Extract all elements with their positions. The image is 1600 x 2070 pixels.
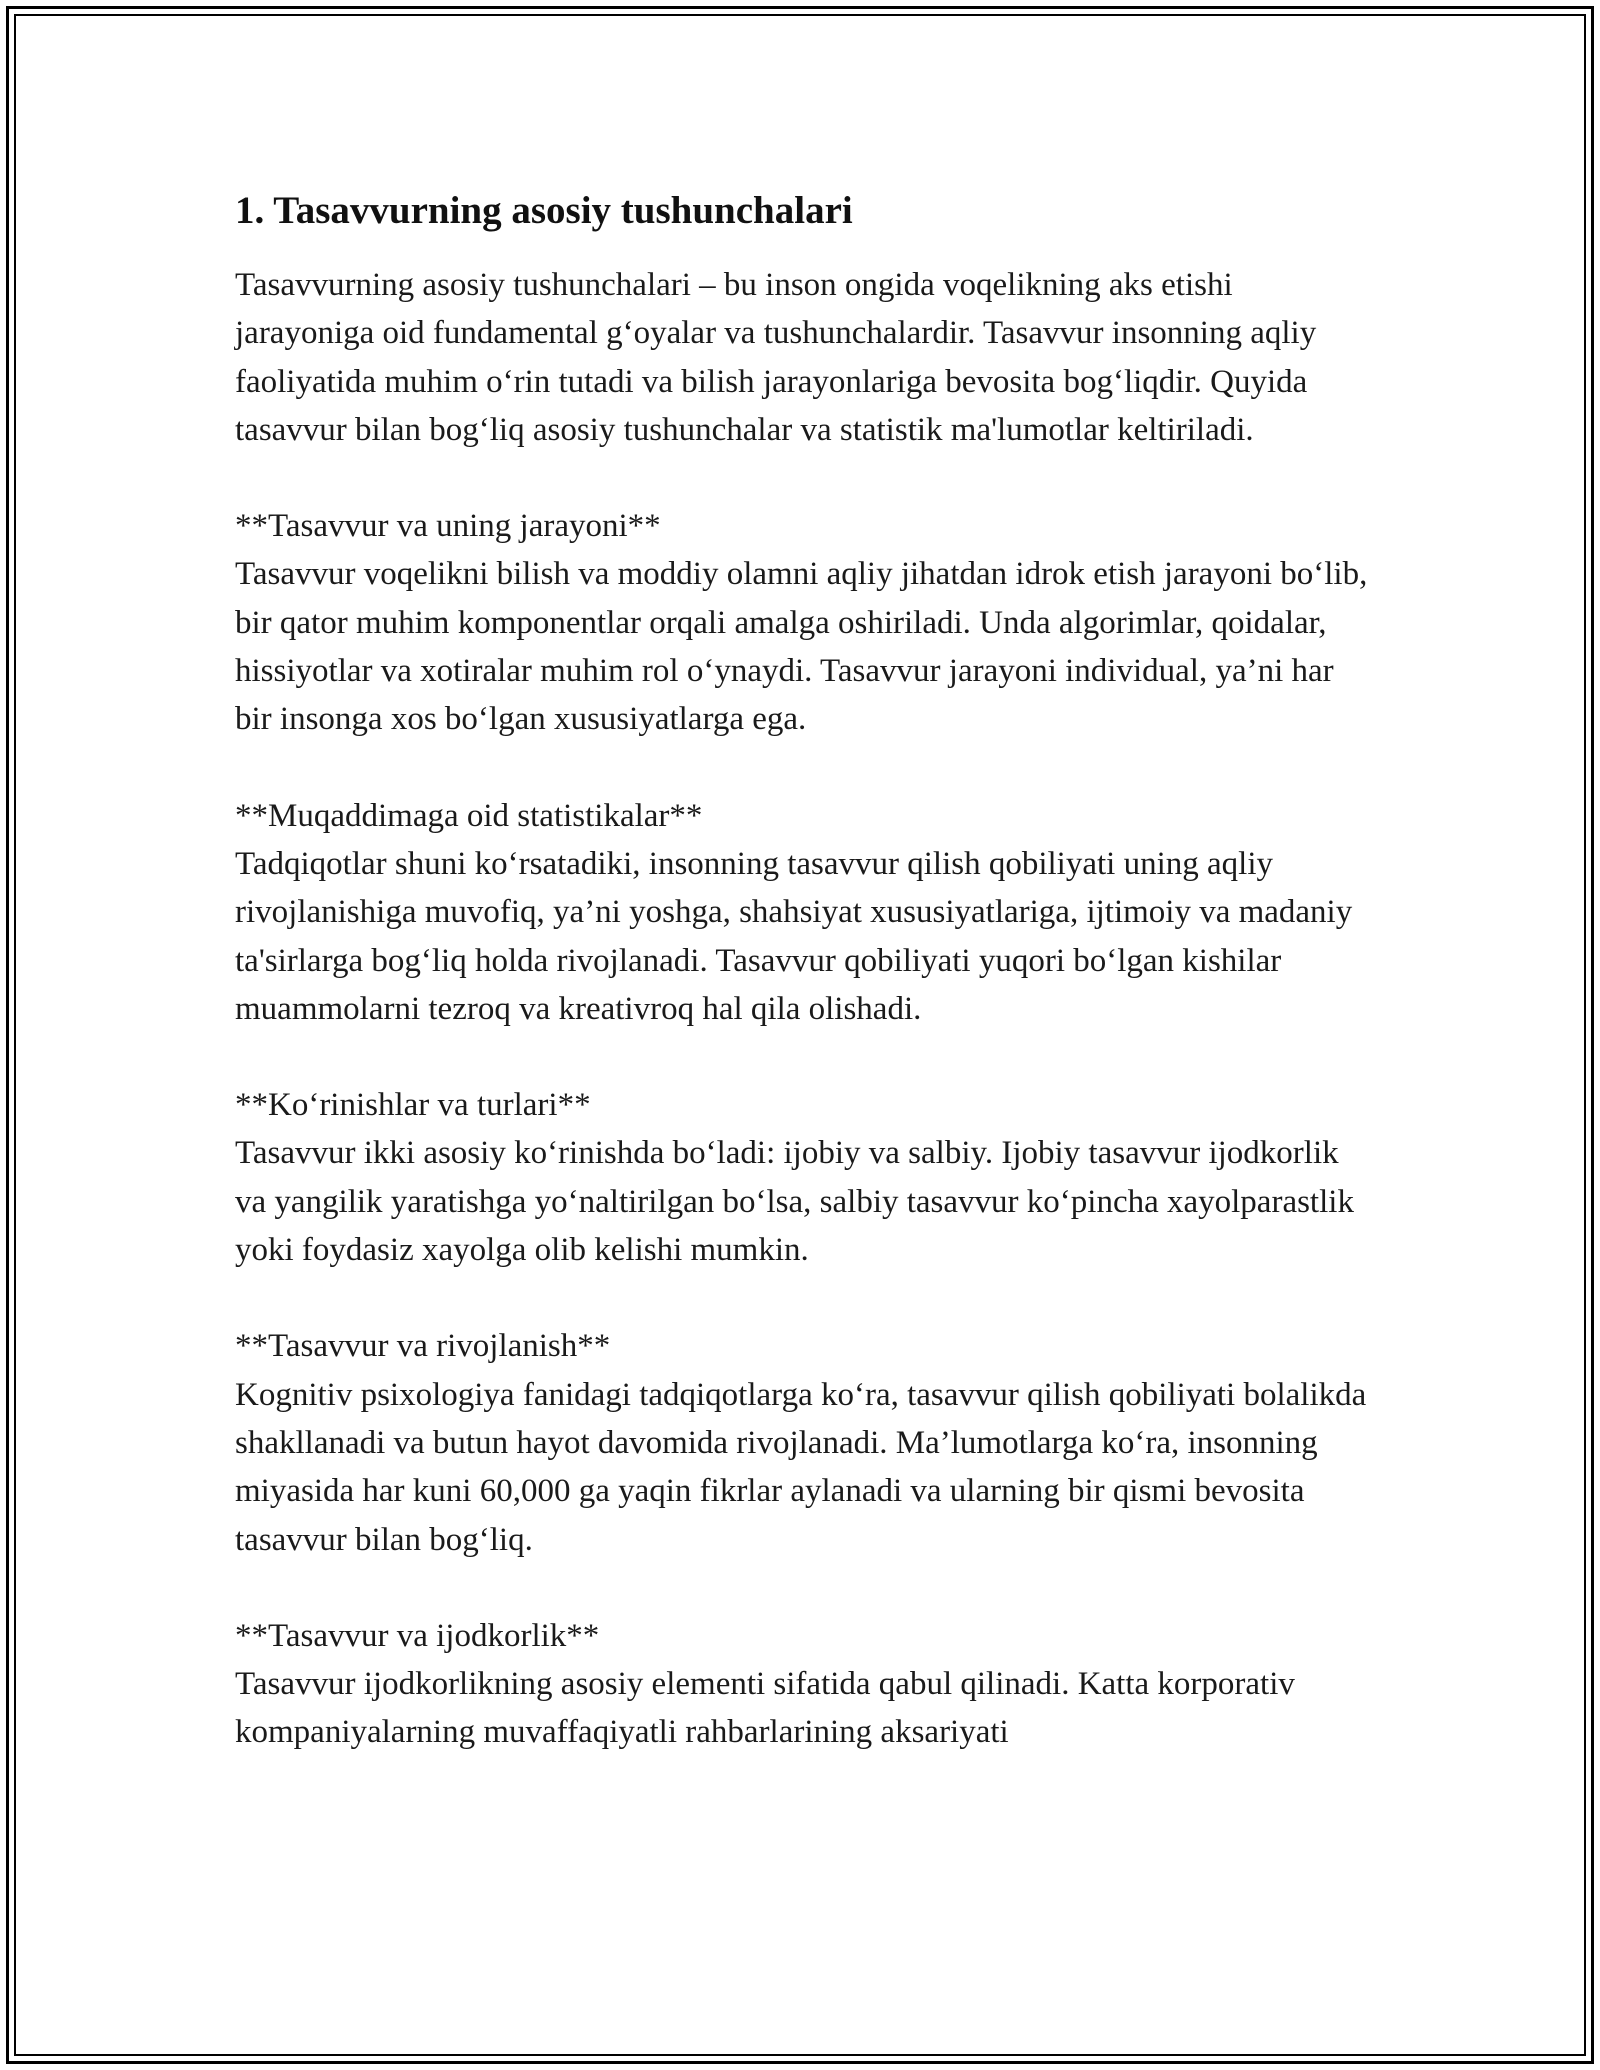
section-text: Tasavvur ijodkorlikning asosiy elementi sifatida qabul qilinadi. Katta korporativ kompaniyalarning muvaffaqiyatli rahbarlarining aksariyati <box>235 1666 1295 1751</box>
section-heading: **Muqaddimaga oid statistikalar** <box>235 797 703 834</box>
document-body <box>235 185 1375 1757</box>
section-text: Tadqiqotlar shuni ko‘rsatadiki, insonning tasavvur qilish qobiliyati uning aqliy rivojlanishiga muvofiq, ya’ni yoshga, shahsiyat xususiyatlariga, ijtimoiy va madaniy ta'sirlarga bog‘liq holda rivojlanadi. Tasavvur qobiliyati yuqori bo‘lgan kishilar muammolarni tezroq va kreativroq hal qila olishadi. <box>235 845 1353 1027</box>
section-development <box>235 1322 1375 1563</box>
section-heading: **Tasavvur va rivojlanish** <box>235 1328 611 1365</box>
section-heading: **Ko‘rinishlar va turlari** <box>235 1087 591 1124</box>
section-creativity <box>235 1612 1375 1757</box>
section-text: Kognitiv psixologiya fanidagi tadqiqotlarga ko‘ra, tasavvur qilish qobiliyati bolalikda shakllanadi va butun hayot davomida rivojlanadi. Ma’lumotlarga ko‘ra, insonning miyasida har kuni 60,000 ga yaqin fikrlar aylanadi va ularning bir qismi bevosita tasavvur bilan bog‘liq. <box>235 1376 1367 1558</box>
section-text: Tasavvur voqelikni bilish va moddiy olamni aqliy jihatdan idrok etish jarayoni bo‘lib, bir qator muhim komponentlar orqali amalga oshiriladi. Unda algorimlar, qoidalar, hissiyotlar va xotiralar muhim rol o‘ynaydi. Tasavvur jarayoni individual, ya’ni har bir insonga xos bo‘lgan xususiyatlarga ega. <box>235 556 1368 738</box>
section-types <box>235 1081 1375 1274</box>
intro-paragraph: Tasavvurning asosiy tushunchalari – bu inson ongida voqelikning aks etishi jarayoniga oid fundamental g‘oyalar va tushunchalardir. Tasavvur insonning aqliy faoliyatida muhim o‘rin tutadi va bilish jarayonlariga bevosita bog‘liqdir. Quyida tasavvur bilan bog‘liq asosiy tushunchalar va statistik ma'lumotlar keltiriladi. <box>235 267 1317 448</box>
section-statistics <box>235 792 1375 1033</box>
section-heading: **Tasavvur va uning jarayoni** <box>235 508 661 545</box>
section-text: Tasavvur ikki asosiy ko‘rinishda bo‘ladi: ijobiy va salbiy. Ijobiy tasavvur ijodkorlik va yangilik yaratishga yo‘naltirilgan bo‘lsa, salbiy tasavvur ko‘pincha xayolparastlik yoki foydasiz xayolga olib kelishi mumkin. <box>235 1135 1354 1269</box>
section-heading: **Tasavvur va ijodkorlik** <box>235 1617 600 1654</box>
section-title: 1. Tasavvurning asosiy tushunchalari <box>235 189 853 232</box>
section-process <box>235 502 1375 743</box>
